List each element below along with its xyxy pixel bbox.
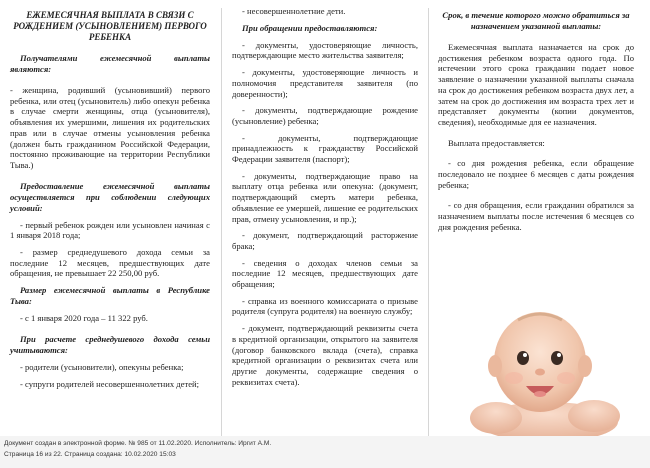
doc-item: - документы, подтверждающие право на выплату отца ребенка или опекуна: (документ, подтверждающий смерть матери ребенка, объявление ее умершей, лишение ее родительских прав, отмену усыновления, и пр.); <box>232 170 418 224</box>
recipients-heading: Получателями ежемесячной выплаты являются: <box>10 53 210 74</box>
column-3 <box>438 6 634 233</box>
column-1 <box>10 6 210 389</box>
amount-heading: Размер ежемесячной выплаты в Республике Тыва: <box>10 285 210 307</box>
condition-item: - первый ребенок рожден или усыновлен начиная с 1 января 2018 года; <box>10 219 210 241</box>
footer-page-info: Страница 16 из 22. Страница создана: 10.02.2020 15:03 <box>4 451 176 458</box>
docs-heading: При обращении предоставляются: <box>242 22 378 33</box>
footer-doc-info: Документ создан в электронной форме. № 985 от 11.02.2020. Исполнитель: Иргит А.М. <box>4 440 272 447</box>
column-2 <box>232 6 418 387</box>
doc-item: - документы, подтверждающие рождение (усыновление) ребенка; <box>232 105 418 126</box>
doc-item: - документы, подтверждающие принадлежность к гражданству Российской Федерации заявителя (паспорт); <box>232 132 418 165</box>
recipients-text: - женщина, родивший (усыновивший) первого ребенка, или отец (усыновитель) либо опекун ребенка в случае смерти женщины, отца (усыновителя), объявления их умершими, лишения их родительских прав или в случае отмены усыновления ребенка (должен быть гражданином Российской Федерации, постоянно проживающие на территории Республики Тыва.) <box>10 85 210 170</box>
term-heading: Срок, в течение которого можно обратиться за назначением указанной выплаты: <box>442 10 630 31</box>
leaflet-title: ЕЖЕМЕСЯЧНАЯ ВЫПЛАТА В СВЯЗИ С РОЖДЕНИЕМ (УСЫНОВЛЕНИЕМ) ПЕРВОГО РЕБЕНКА <box>13 10 207 42</box>
amount-text: - с 1 января 2020 года – 11 322 руб. <box>20 313 148 324</box>
payment-item: - со дня обращения, если гражданин обратился за назначением выплаты после истечения 6 месяцев со дня рождения ребенка. <box>438 200 634 232</box>
baby-photo <box>448 300 628 440</box>
conditions-heading: Предоставление ежемесячной выплаты осуществляется при соблюдении следующих условий: <box>10 180 210 213</box>
doc-item: - документ, подтверждающий расторжение брака; <box>232 230 418 251</box>
document-footer <box>0 436 650 468</box>
doc-item: - документ, подтверждающий реквизиты счета в кредитной организации, открытого на заявителя (договор банковского вклада (счета), справка кредитной организации о реквизитах счета или другие документы, содержащие сведения о реквизитах счета). <box>232 323 418 387</box>
payment-heading: Выплата предоставляется: <box>448 137 545 148</box>
doc-item: - справка из военного комиссариата о призыве родителя (супруга родителя) на военную службу; <box>232 295 418 317</box>
income-heading: При расчете среднедушевого дохода семьи учитываются: <box>10 333 210 355</box>
term-text: Ежемесячная выплата назначается на срок до достижения ребенком возраста одного года. По истечении этого срока гражданин подает новое заявление о назначении указанной выплаты сначала на срок до достижения ребенком возраста двух лет, а затем на срок до достижения им возраста трех лет и представляет документы (копии документов, сведения), необходимые для ее назначения. <box>438 42 634 127</box>
column-divider <box>428 8 429 438</box>
column-divider <box>221 8 222 438</box>
payment-item: - со дня рождения ребенка, если обращение последовало не позднее 6 месяцев с даты рождения ребенка; <box>438 158 634 190</box>
condition-item: - размер среднедушевого дохода семьи за последние 12 месяцев, предшествующих дате обращения, не превышает 22 250,00 руб. <box>10 247 210 279</box>
minors-item: - несовершеннолетние дети. <box>242 6 346 16</box>
income-item: - родители (усыновители), опекуны ребенка; <box>20 361 184 372</box>
doc-item: - документы, удостоверяющие личность и полномочия представителя заявителя (по доверенности); <box>232 67 418 99</box>
doc-item: - документы, удостоверяющие личность, подтверждающие место жительства заявителя; <box>232 39 418 61</box>
income-item: - супруги родителей несовершеннолетних детей; <box>20 378 200 389</box>
doc-item: - сведения о доходах членов семьи за последние 12 месяцев, предшествующих дате обращения; <box>232 257 418 290</box>
